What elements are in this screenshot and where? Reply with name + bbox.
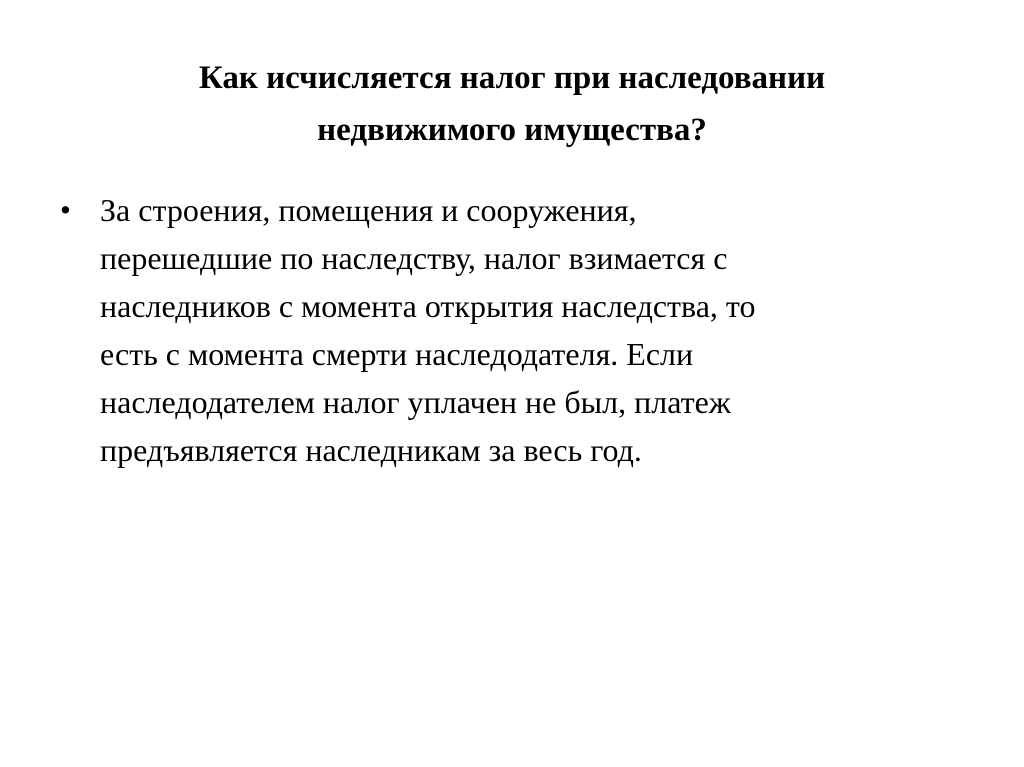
bullet-text-line-5: наследодателем налог уплачен не был, платеж (100, 384, 731, 420)
bullet-text-line-2: перешедшие по наследству, налог взимается с (100, 240, 728, 276)
slide-title-line-1: Как исчисляется налог при наследовании (198, 60, 826, 96)
bullet-item (60, 186, 960, 474)
bullet-icon: • (60, 192, 71, 227)
slide-title-line-2: недвижимого имущества? (317, 112, 707, 148)
slide-title (80, 52, 944, 156)
bullet-text (100, 186, 960, 474)
bullet-text-line-6: предъявляется наследникам за весь год. (100, 432, 642, 468)
slide-body (60, 186, 960, 474)
bullet-text-line-3: наследников с момента открытия наследства, то (100, 288, 756, 324)
bullet-text-line-4: есть с момента смерти наследодателя. Если (100, 336, 694, 372)
bullet-text-line-1: За строения, помещения и сооружения, (100, 192, 637, 228)
